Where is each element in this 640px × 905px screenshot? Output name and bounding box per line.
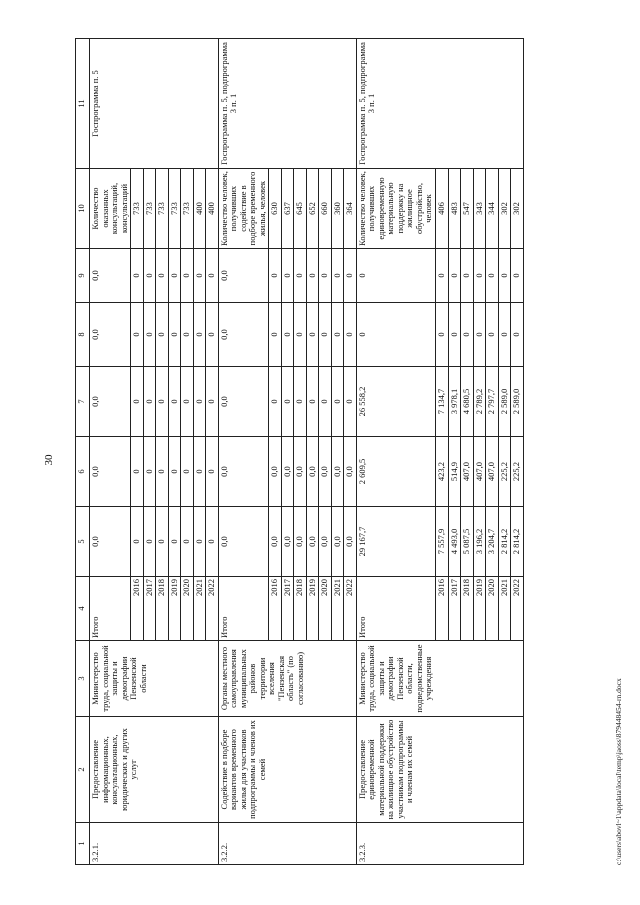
amount-cell: 0 (306, 367, 319, 437)
total-value: 29 167,7 (356, 507, 435, 577)
amount-cell: 0 (168, 249, 181, 303)
amount-cell: 0 (269, 303, 282, 367)
indicator-value: 406 (435, 169, 448, 249)
indicator-value: 733 (131, 169, 144, 249)
amount-cell: 0 (498, 249, 511, 303)
indicator-value: 360 (331, 169, 344, 249)
amount-cell: 0 (498, 303, 511, 367)
amount-cell: 0 (193, 249, 206, 303)
amount-cell: 0 (511, 303, 524, 367)
indicator-value: 733 (181, 169, 194, 249)
year-cell: 2020 (486, 577, 499, 641)
amount-cell: 0 (193, 303, 206, 367)
year-cell: 2021 (498, 577, 511, 641)
table-body (90, 39, 524, 865)
amount-cell: 407,0 (486, 437, 499, 507)
year-cell: 2019 (168, 577, 181, 641)
amount-cell: 0 (131, 249, 144, 303)
indicator-value: 660 (319, 169, 332, 249)
amount-cell: 0 (294, 249, 307, 303)
amount-cell: 0 (156, 437, 169, 507)
total-value: 0 (356, 303, 435, 367)
amount-cell: 0 (319, 303, 332, 367)
amount-cell: 0 (143, 249, 156, 303)
amount-cell: 0 (168, 367, 181, 437)
program-table (75, 38, 524, 865)
executor: Министерство труда, социальной защиты и демографии Пензенской области (90, 641, 219, 717)
indicator-value: 733 (143, 169, 156, 249)
header-cell: 10 (76, 169, 90, 249)
amount-cell: 0 (193, 507, 206, 577)
total-value: 0,0 (218, 507, 269, 577)
measure-name: Предоставление единовременной материальной поддержки на жилищное обустройство участникам подпрограммы и членам их семей (356, 717, 523, 823)
header-cell: 9 (76, 249, 90, 303)
indicator-value: 344 (486, 169, 499, 249)
header-row (76, 39, 90, 865)
amount-cell: 2 797,7 (486, 367, 499, 437)
header-cell: 7 (76, 367, 90, 437)
header-cell: 2 (76, 717, 90, 823)
amount-cell: 0 (281, 249, 294, 303)
total-value: 0,0 (90, 437, 131, 507)
header-cell: 6 (76, 437, 90, 507)
amount-cell: 0 (181, 507, 194, 577)
amount-cell: 0 (435, 303, 448, 367)
amount-cell: 2 589,0 (498, 367, 511, 437)
amount-cell: 0 (131, 367, 144, 437)
amount-cell: 0 (473, 303, 486, 367)
indicator-value: 733 (168, 169, 181, 249)
amount-cell: 0 (306, 303, 319, 367)
section-total-row (218, 39, 269, 865)
amount-cell: 0 (143, 437, 156, 507)
total-value: 0 (356, 249, 435, 303)
header-cell: 8 (76, 303, 90, 367)
amount-cell: 0 (206, 507, 219, 577)
header-cell: 3 (76, 641, 90, 717)
year-cell: 2020 (319, 577, 332, 641)
amount-cell: 0 (331, 249, 344, 303)
amount-cell: 2 789,2 (473, 367, 486, 437)
executor: Министерство труда, социальной защиты и демографии Пензенской области, подведомственные учреждения (356, 641, 523, 717)
section-code: 3.2.3. (356, 823, 523, 865)
year-cell: 2016 (269, 577, 282, 641)
year-cell: 2016 (131, 577, 144, 641)
year-cell: 2020 (181, 577, 194, 641)
section-total-row (90, 39, 131, 865)
total-value: 0,0 (218, 249, 269, 303)
indicator-name: Количество оказанных консультаций, консультаций (90, 169, 131, 249)
amount-cell: 0 (131, 507, 144, 577)
amount-cell: 0 (143, 303, 156, 367)
executor: Органы местного самоуправления муниципальных районов территории вселения "Пензенская область" (по согласованию) (218, 641, 356, 717)
total-value: 0,0 (90, 367, 131, 437)
amount-cell: 225,2 (511, 437, 524, 507)
indicator-name: Количество человек, получивших единовременную материальную поддержку на жилищное обустройство, человек (356, 169, 435, 249)
indicator-value: 302 (498, 169, 511, 249)
indicator-value: 400 (193, 169, 206, 249)
program-ref: Госпрограмма п. 5 (90, 39, 219, 169)
amount-cell: 407,0 (473, 437, 486, 507)
total-label: Итого (90, 577, 131, 641)
indicator-value: 645 (294, 169, 307, 249)
amount-cell: 0 (269, 367, 282, 437)
amount-cell: 0 (473, 249, 486, 303)
amount-cell: 3 196,2 (473, 507, 486, 577)
indicator-value: 400 (206, 169, 219, 249)
amount-cell: 0 (156, 367, 169, 437)
amount-cell: 0 (344, 367, 357, 437)
amount-cell: 3 204,7 (486, 507, 499, 577)
indicator-value: 630 (269, 169, 282, 249)
amount-cell: 0 (131, 437, 144, 507)
amount-cell: 0,0 (331, 437, 344, 507)
amount-cell: 0,0 (331, 507, 344, 577)
amount-cell: 0 (306, 249, 319, 303)
amount-cell: 0 (206, 367, 219, 437)
indicator-value: 302 (511, 169, 524, 249)
amount-cell: 7 134,7 (435, 367, 448, 437)
amount-cell: 0 (319, 249, 332, 303)
amount-cell: 0 (461, 249, 474, 303)
measure-name: Содействие в подборе вариантов временного жилья для участников подпрограммы и членов их семей (218, 717, 356, 823)
total-value: 0,0 (218, 367, 269, 437)
amount-cell: 0 (156, 303, 169, 367)
amount-cell: 0,0 (306, 437, 319, 507)
amount-cell: 5 087,5 (461, 507, 474, 577)
amount-cell: 0 (486, 303, 499, 367)
total-value: 0,0 (90, 249, 131, 303)
amount-cell: 0,0 (319, 437, 332, 507)
indicator-value: 733 (156, 169, 169, 249)
indicator-value: 483 (448, 169, 461, 249)
amount-cell: 7 557,9 (435, 507, 448, 577)
amount-cell: 0 (319, 367, 332, 437)
amount-cell: 4 680,5 (461, 367, 474, 437)
year-cell: 2021 (331, 577, 344, 641)
total-value: 0,0 (218, 437, 269, 507)
amount-cell: 2 589,0 (511, 367, 524, 437)
amount-cell: 0 (193, 437, 206, 507)
amount-cell: 2 814,2 (498, 507, 511, 577)
amount-cell: 423,2 (435, 437, 448, 507)
amount-cell: 0 (511, 249, 524, 303)
amount-cell: 0 (294, 303, 307, 367)
amount-cell: 0 (331, 367, 344, 437)
amount-cell: 0,0 (344, 507, 357, 577)
total-label: Итого (218, 577, 269, 641)
amount-cell: 0 (435, 249, 448, 303)
amount-cell: 0 (156, 249, 169, 303)
amount-cell: 0 (143, 507, 156, 577)
amount-cell: 0 (143, 367, 156, 437)
amount-cell: 0 (294, 367, 307, 437)
year-cell: 2017 (281, 577, 294, 641)
amount-cell: 0 (344, 303, 357, 367)
amount-cell: 3 978,1 (448, 367, 461, 437)
amount-cell: 0,0 (344, 437, 357, 507)
amount-cell: 0 (281, 367, 294, 437)
header-cell: 1 (76, 823, 90, 865)
amount-cell: 0,0 (319, 507, 332, 577)
amount-cell: 0 (168, 507, 181, 577)
section-total-row (356, 39, 435, 865)
year-cell: 2021 (193, 577, 206, 641)
amount-cell: 0 (181, 303, 194, 367)
year-cell: 2022 (511, 577, 524, 641)
amount-cell: 225,2 (498, 437, 511, 507)
amount-cell: 0 (168, 303, 181, 367)
amount-cell: 514,9 (448, 437, 461, 507)
amount-cell: 0 (156, 507, 169, 577)
amount-cell: 0 (269, 249, 282, 303)
amount-cell: 0 (461, 303, 474, 367)
year-cell: 2022 (206, 577, 219, 641)
year-cell: 2019 (473, 577, 486, 641)
year-cell: 2017 (143, 577, 156, 641)
program-ref: Госпрограмма п. 5, подпрограмма 3 п. 1 (356, 39, 523, 169)
total-value: 0,0 (218, 303, 269, 367)
amount-cell: 0,0 (281, 507, 294, 577)
year-cell: 2018 (461, 577, 474, 641)
amount-cell: 0 (181, 249, 194, 303)
year-cell: 2016 (435, 577, 448, 641)
total-value: 2 609,5 (356, 437, 435, 507)
amount-cell: 0,0 (269, 507, 282, 577)
amount-cell: 0 (131, 303, 144, 367)
amount-cell: 0 (331, 303, 344, 367)
amount-cell: 0 (344, 249, 357, 303)
program-ref: Госпрограмма п. 5, подпрограмма 3 п. 1 (218, 39, 356, 169)
header-cell: 5 (76, 507, 90, 577)
header-cell: 4 (76, 577, 90, 641)
amount-cell: 0 (193, 367, 206, 437)
amount-cell: 0,0 (294, 507, 307, 577)
amount-cell: 0,0 (306, 507, 319, 577)
indicator-value: 637 (281, 169, 294, 249)
indicator-value: 343 (473, 169, 486, 249)
amount-cell: 0,0 (281, 437, 294, 507)
amount-cell: 0 (181, 367, 194, 437)
file-path-footer: c:\users\abovl~1\appdata\local\temp\jaoss\879448454-rn.docx (614, 678, 623, 865)
year-cell: 2019 (306, 577, 319, 641)
amount-cell: 0 (168, 437, 181, 507)
year-cell: 2022 (344, 577, 357, 641)
amount-cell: 0 (206, 303, 219, 367)
total-value: 0,0 (90, 303, 131, 367)
year-cell: 2018 (156, 577, 169, 641)
amount-cell: 0,0 (269, 437, 282, 507)
indicator-value: 652 (306, 169, 319, 249)
amount-cell: 2 814,2 (511, 507, 524, 577)
page-number: 30 (43, 454, 55, 466)
section-code: 3.2.2. (218, 823, 356, 865)
year-cell: 2018 (294, 577, 307, 641)
amount-cell: 407,0 (461, 437, 474, 507)
amount-cell: 0 (206, 437, 219, 507)
total-label: Итого (356, 577, 435, 641)
amount-cell: 0 (448, 249, 461, 303)
year-cell: 2017 (448, 577, 461, 641)
header-cell: 11 (76, 39, 90, 169)
measure-name: Предоставление информационных, консультационных, юридических и других услуг (90, 717, 219, 823)
total-value: 0,0 (90, 507, 131, 577)
section-code: 3.2.1. (90, 823, 219, 865)
amount-cell: 0,0 (294, 437, 307, 507)
amount-cell: 0 (181, 437, 194, 507)
amount-cell: 0 (448, 303, 461, 367)
indicator-value: 547 (461, 169, 474, 249)
amount-cell: 0 (206, 249, 219, 303)
amount-cell: 4 493,0 (448, 507, 461, 577)
amount-cell: 0 (486, 249, 499, 303)
amount-cell: 0 (281, 303, 294, 367)
total-value: 26 558,2 (356, 367, 435, 437)
indicator-name: Количество человек, получивших содействие в подборе временного жилья, человек (218, 169, 269, 249)
indicator-value: 364 (344, 169, 357, 249)
